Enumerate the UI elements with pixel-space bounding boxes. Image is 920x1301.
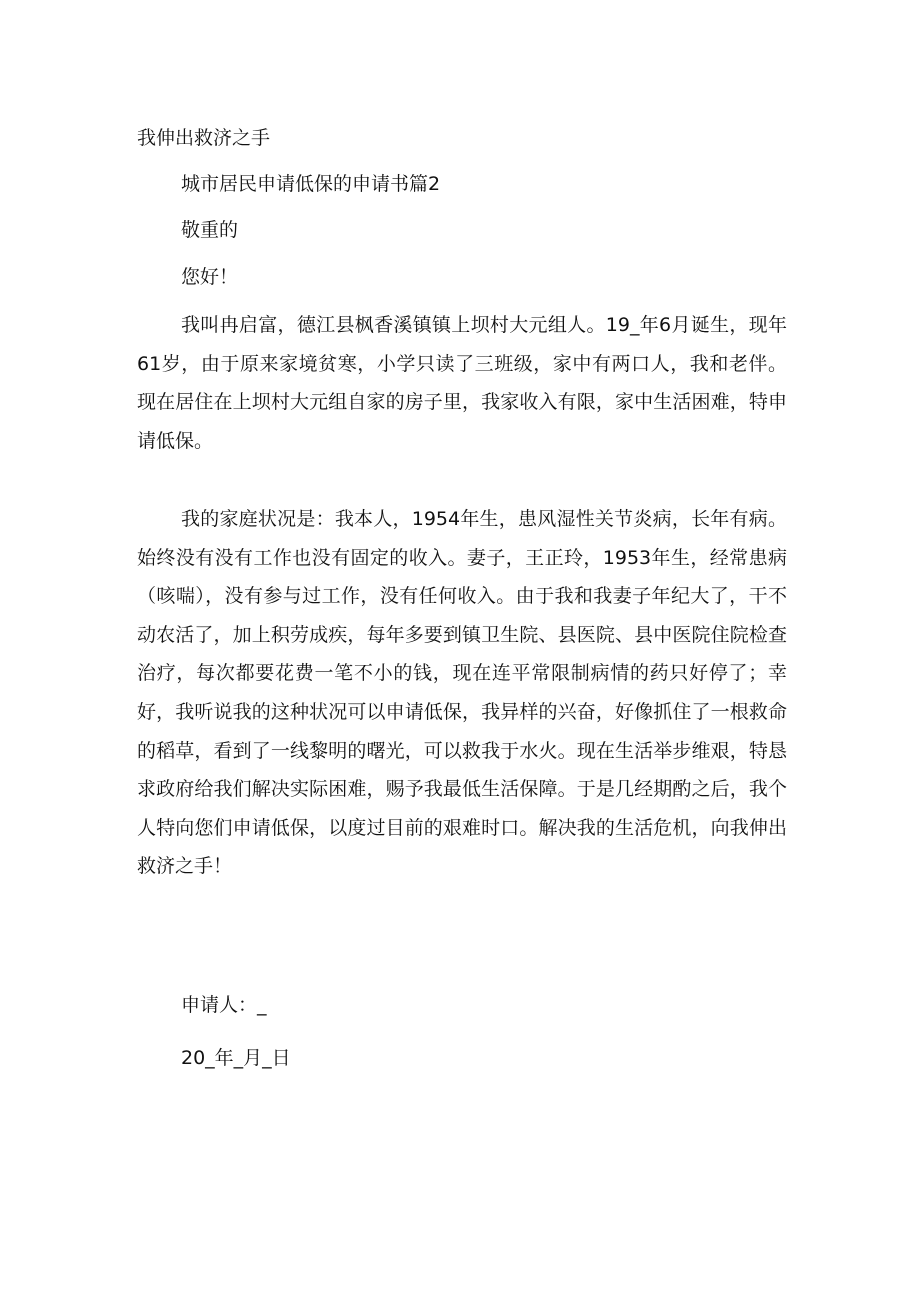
body-paragraph: 我的家庭状况是：我本人，1954年生，患风湿性关节炎病，长年有病。始终没有没有工作也没有固定的收入。妻子，王正玲，1953年生，经常患病（咳喘），没有参与过工作，没有任何收入。由于我和我妻子年纪大了，干不动农活了，加上积劳成疾，每年多要到镇卫生院、县医院、县中医院住院检查治疗，每次都要花费一笔不小的钱，现在连平常限制病情的药只好停了；幸好，我听说我的这种状况可以申请低保，我异样的兴奋，好像抓住了一根救命的稻草，看到了一线黎明的曙光，可以救我于水火。现在生活举步维艰，特恳求政府给我们解决实际困难，赐予我最低生活保障。于是几经期酌之后，我个人特向您们申请低保，以度过目前的艰难时口。解决我的生活危机，向我伸出救济之手！ (137, 508, 787, 878)
document-heading: 城市居民申请低保的申请书篇2 (181, 173, 441, 195)
greeting: 您好！ (181, 266, 239, 288)
document-opening-line: 我伸出救济之手 (137, 127, 271, 149)
date-line: 20_年_月_日 (181, 1047, 291, 1069)
body-paragraph: 我叫冉启富，德江县枫香溪镇镇上坝村大元组人。19_年6月诞生，现年61岁，由于原来家境贫寒，小学只读了三班级，家中有两口人，我和老伴。现在居住在上坝村大元组自家的房子里，我家收入有限，家中生活困难，特申请低保。 (137, 314, 787, 452)
applicant-signature-line: 申请人：_ (181, 994, 267, 1016)
salutation: 敬重的 (181, 219, 239, 241)
